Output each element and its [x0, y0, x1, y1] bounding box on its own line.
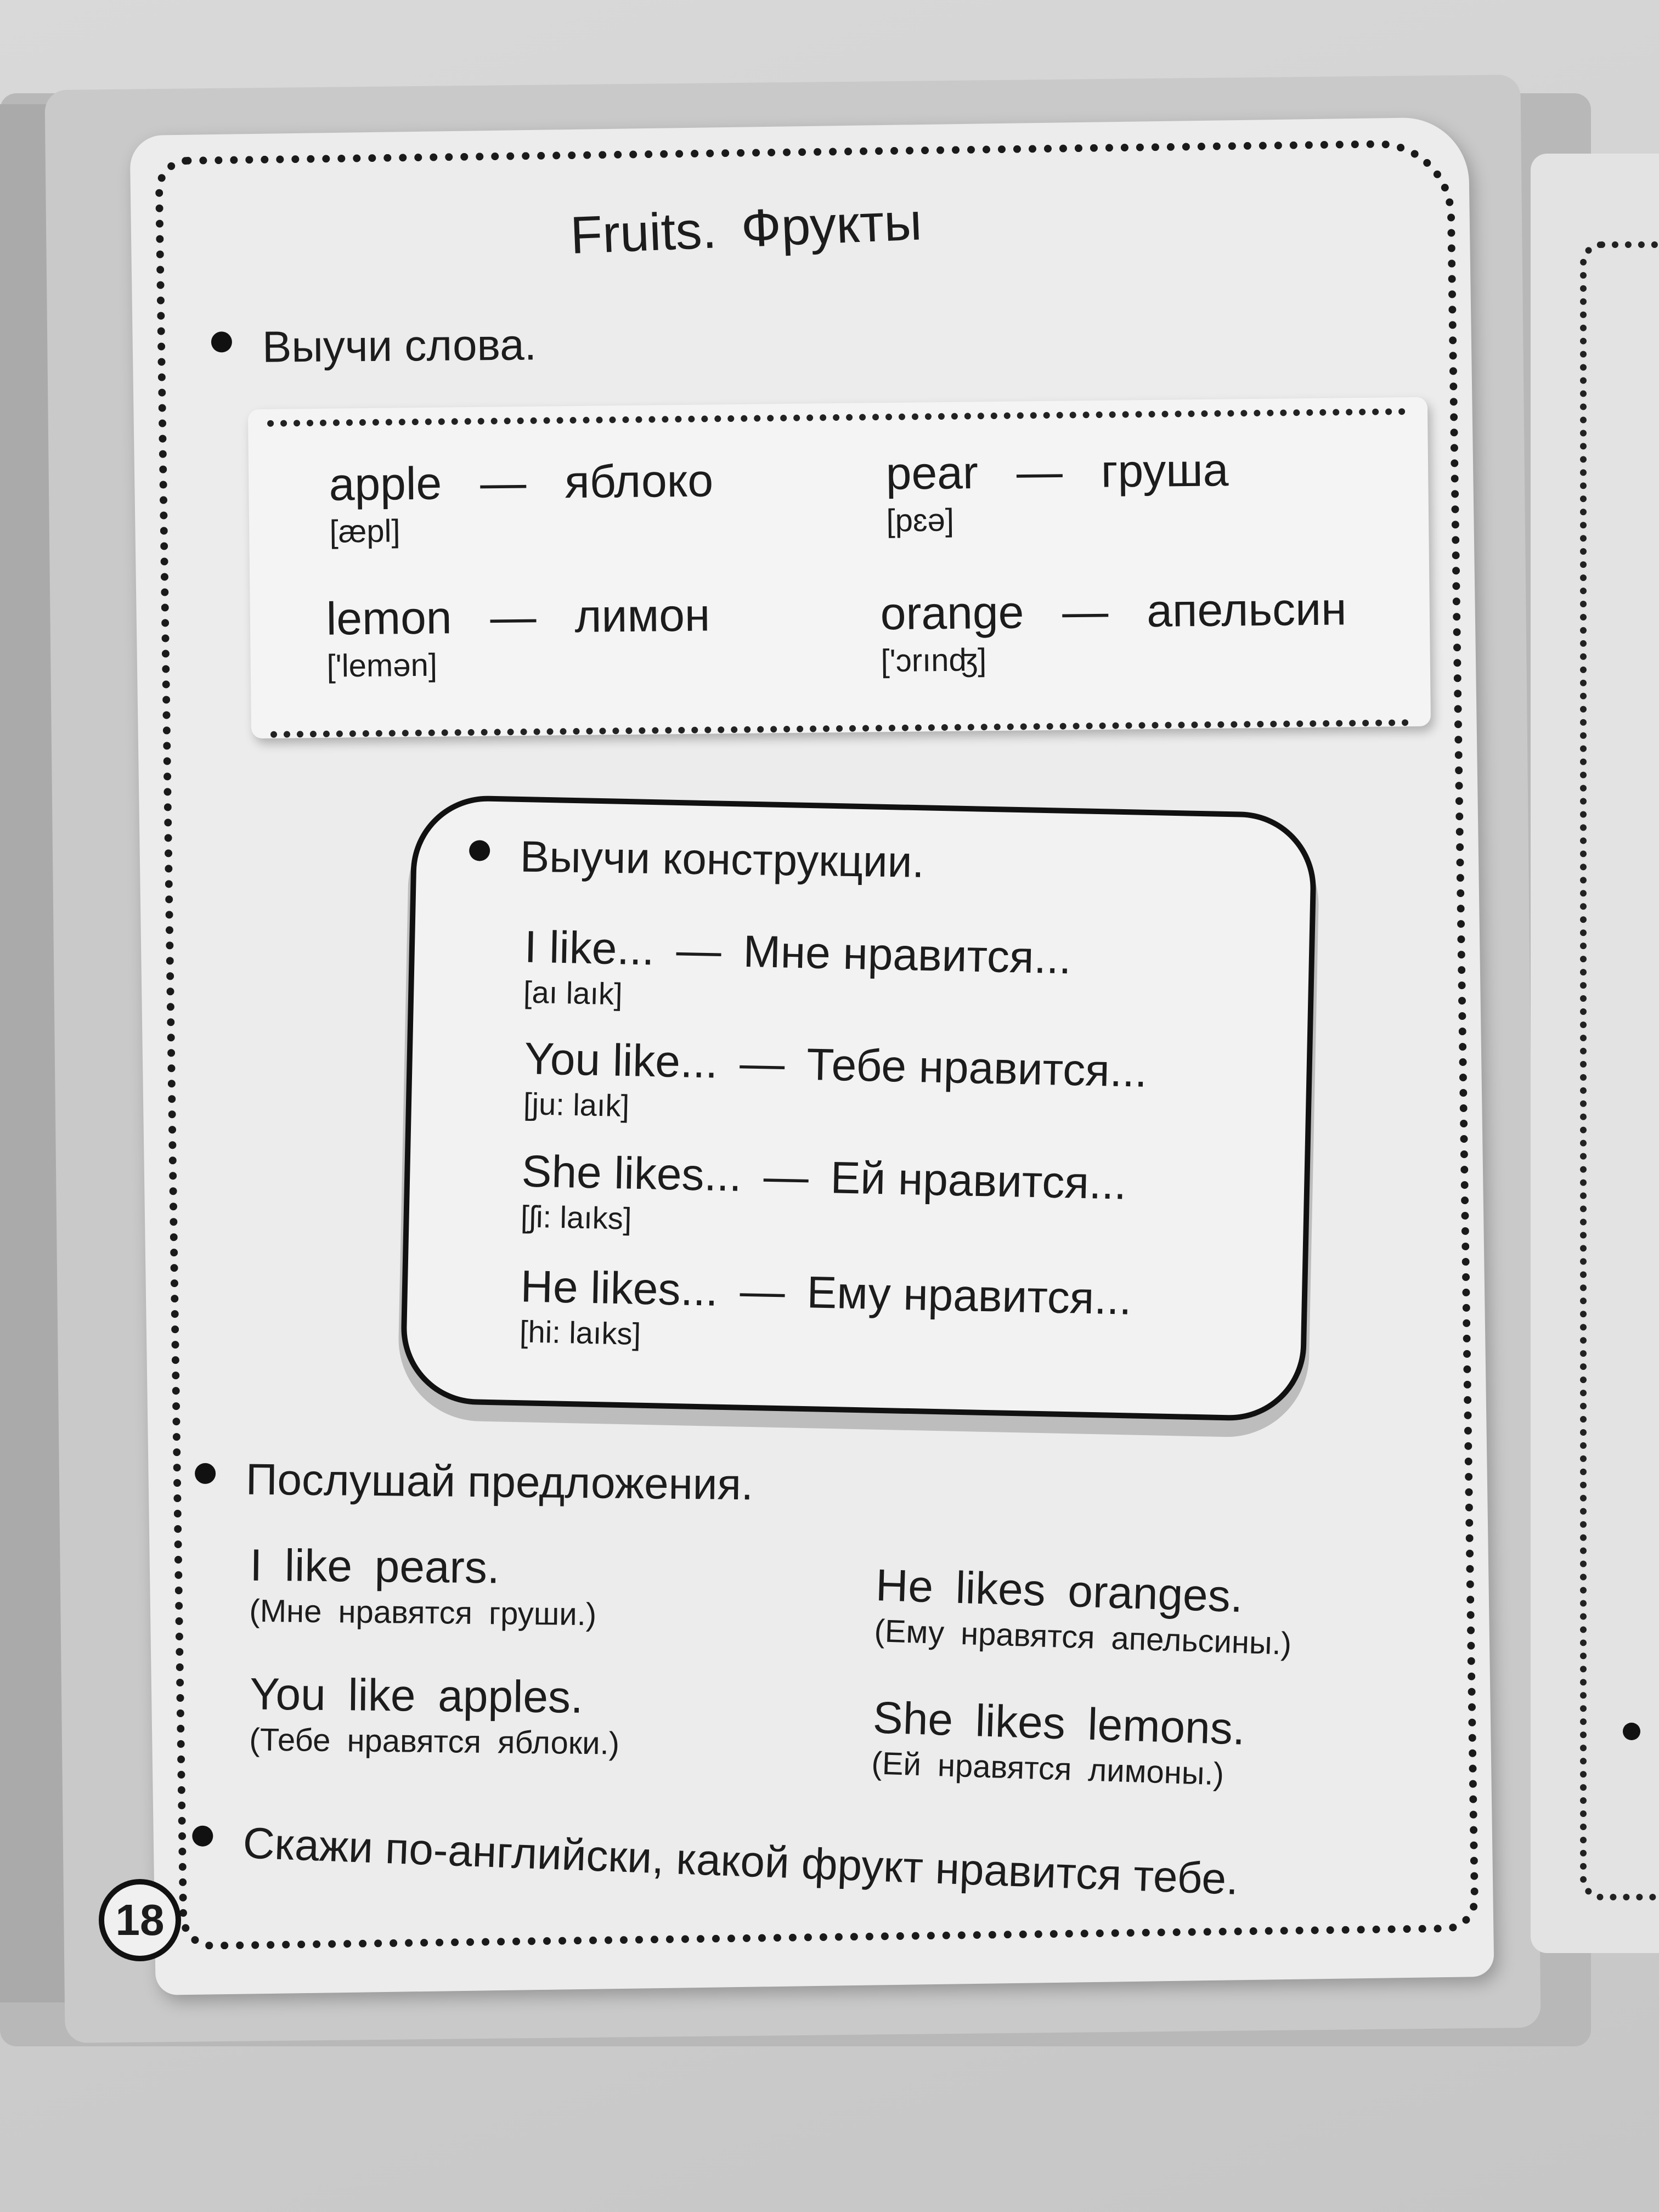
instruction-text: Выучи конструкции.: [520, 832, 925, 887]
instruction-listen: [195, 1454, 754, 1510]
construction-dash: —: [763, 1151, 809, 1203]
sentence-i-like-pears: [249, 1540, 597, 1633]
sentence-russian: (Мне нравятся груши.): [249, 1593, 597, 1633]
instruction-text: Выучи слова.: [262, 320, 537, 371]
vocab-transcription: ['lemən]: [326, 647, 438, 684]
right-page-dotted-frame: [1580, 241, 1659, 1900]
construction-russian: Ему нравится...: [806, 1267, 1132, 1324]
sentence-you-like-apples: [249, 1668, 620, 1762]
vocab-word: lemon: [326, 591, 452, 645]
vocab-item-lemon: [326, 587, 821, 684]
vocab-item-apple: [329, 453, 823, 550]
right-page-bullet: [1623, 1723, 1640, 1740]
sentence-english: He likes oranges.: [874, 1560, 1244, 1622]
vocab-transcription: ['ɔrınʤ]: [881, 642, 987, 679]
construction-you-like: [523, 1033, 1148, 1135]
bullet-icon: [195, 1463, 216, 1484]
vocab-item-pear: [885, 442, 1380, 539]
sentence-he-likes-oranges: [874, 1560, 1294, 1662]
bullet-icon: [469, 840, 490, 861]
construction-dash: —: [739, 1038, 786, 1090]
construction-transcription: [hi: laıks]: [519, 1314, 641, 1351]
construction-transcription: [aı laık]: [523, 974, 623, 1012]
vocab-transcription: [æpl]: [329, 513, 400, 550]
vocab-dash: —: [489, 590, 537, 643]
construction-english: I like...: [523, 922, 655, 975]
bullet-icon: [192, 1825, 213, 1847]
sentence-english: I like pears.: [249, 1540, 500, 1593]
vocab-item-orange: [880, 582, 1430, 679]
instruction-learn-words: [211, 319, 537, 373]
construction-russian: Тебе нравится...: [806, 1039, 1148, 1097]
page-number: 18: [99, 1879, 181, 1961]
construction-russian: Мне нравится...: [742, 926, 1072, 984]
sentence-russian: (Ему нравятся апельсины.): [873, 1613, 1293, 1662]
vocab-dash: —: [1062, 585, 1109, 637]
vocab-dash: —: [1016, 445, 1063, 498]
construction-english: You like...: [523, 1034, 719, 1088]
instruction-learn-constructions: [469, 831, 924, 888]
vocab-transcription: [pɛə]: [886, 502, 955, 539]
construction-dash: —: [739, 1266, 786, 1317]
construction-he-likes: [519, 1261, 1132, 1362]
title-russian: Фрукты: [740, 192, 923, 258]
vocab-word: apple: [329, 457, 442, 510]
construction-dash: —: [675, 925, 722, 977]
construction-i-like: [523, 922, 1071, 1022]
sentence-english: She likes lemons.: [872, 1692, 1246, 1754]
construction-russian: Ей нравится...: [830, 1153, 1127, 1209]
vocab-translation: груша: [1101, 444, 1229, 497]
instruction-text: Скажи по-английски, какой фрукт нравится тебе.: [242, 1818, 1239, 1904]
sentence-english: You like apples.: [249, 1669, 584, 1723]
construction-english: She likes...: [521, 1146, 742, 1201]
vocab-word: pear: [885, 446, 979, 499]
vocab-translation: апельсин: [1146, 583, 1347, 637]
sentence-russian: (Тебе нравятся яблоки.): [249, 1722, 620, 1762]
sentence-she-likes-lemons: [871, 1692, 1246, 1793]
vocab-translation: яблоко: [564, 454, 714, 508]
construction-english: He likes...: [520, 1261, 719, 1316]
title-english: Fruits.: [569, 200, 718, 266]
instruction-text: Послушай предложения.: [245, 1454, 754, 1509]
construction-transcription: [ʃi: laıks]: [520, 1199, 632, 1236]
vocab-translation: лимон: [574, 589, 710, 642]
sentence-russian: (Ей нравятся лимоны.): [871, 1745, 1224, 1792]
construction-she-likes: [520, 1146, 1127, 1246]
bullet-icon: [211, 331, 232, 352]
construction-transcription: [ju: laık]: [523, 1086, 630, 1124]
vocab-word: orange: [880, 586, 1024, 640]
vocab-dash: —: [479, 456, 527, 509]
